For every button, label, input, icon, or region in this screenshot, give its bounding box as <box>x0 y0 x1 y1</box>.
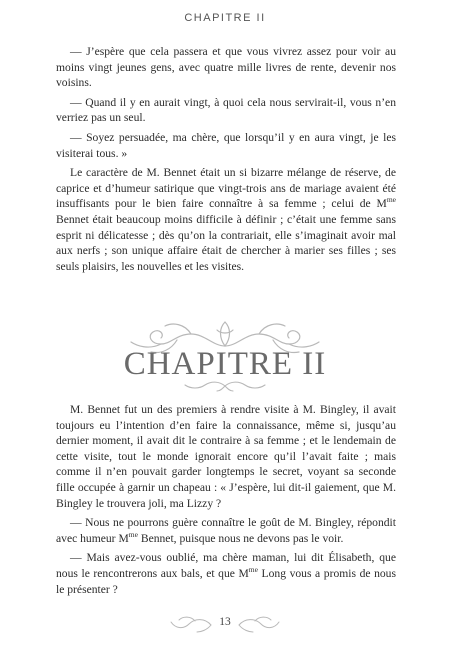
running-head: CHAPITRE II <box>184 12 266 24</box>
paragraph-character: Le caractère de M. Bennet était un si bizarre mélange de réserve, de caprice et d’humeur satirique que vingt-trois ans de mariage avaient été insuffisants pour le bien faire connaître à sa femme ; celui de $M^{me}$ Bennet était beaucoup moins difficile à définir ; c’était une femme sans esprit ni délicatesse ; dès qu’on la contrariait, elle s’imaginait avoir mal aux nerfs ; son unique affaire était de chercher à marier ses filles ; ses seuls plaisirs, les nouvelles et les visites. <box>56 166 396 273</box>
paragraph: — Quand il y en aurait vingt, à quoi cela nous servirait-il, vous n’en verriez pas un seul. <box>56 95 396 125</box>
divider-ornament-icon <box>165 379 285 393</box>
paragraph: M. Bennet fut un des premiers à rendre visite à M. Bingley, il avait toujours eu l’intention d’en faire la connaissance, même si, jusqu’au dernier moment, il avait dit le contraire à sa femme ; et le lendemain de cette visite, tout le monde ignorait encore qu’il l’avait faite ; mais comme il n’en pouvait garder longtemps le secret, voyant sa seconde fille occupée à garnir un chapeau : « J’espère, lui dit-il gaiement, que M. Bingley le trouvera joli, ma Lizzy ? <box>56 403 396 510</box>
paragraph: — Nous ne pourrons guère connaître le goût de M. Bingley, répondit avec humeur $M^{me}$ Bennet, puisque nous ne devons pas le voir. <box>56 516 396 545</box>
text-block-bottom <box>56 402 396 601</box>
paragraph: — J’espère que cela passera et que vous vivrez assez pour voir au moins vingt jeunes gens, avec quatre mille livres de rente, devenir nos voisins. <box>56 45 396 90</box>
paragraph: — Soyez persuadée, ma chère, que lorsqu’il y en aura vingt, je les visiterai tous. » <box>56 130 396 160</box>
page-number: 13 <box>219 616 231 628</box>
text-block-top <box>56 44 396 278</box>
paragraph: — Mais avez-vous oublié, ma chère maman, lui dit Élisabeth, que nous le rencontrerons aux bals, et que $M^{me}$ Long vous a promis de nous le présenter ? <box>56 551 396 596</box>
chapter-title: CHAPITRE II <box>123 346 327 382</box>
